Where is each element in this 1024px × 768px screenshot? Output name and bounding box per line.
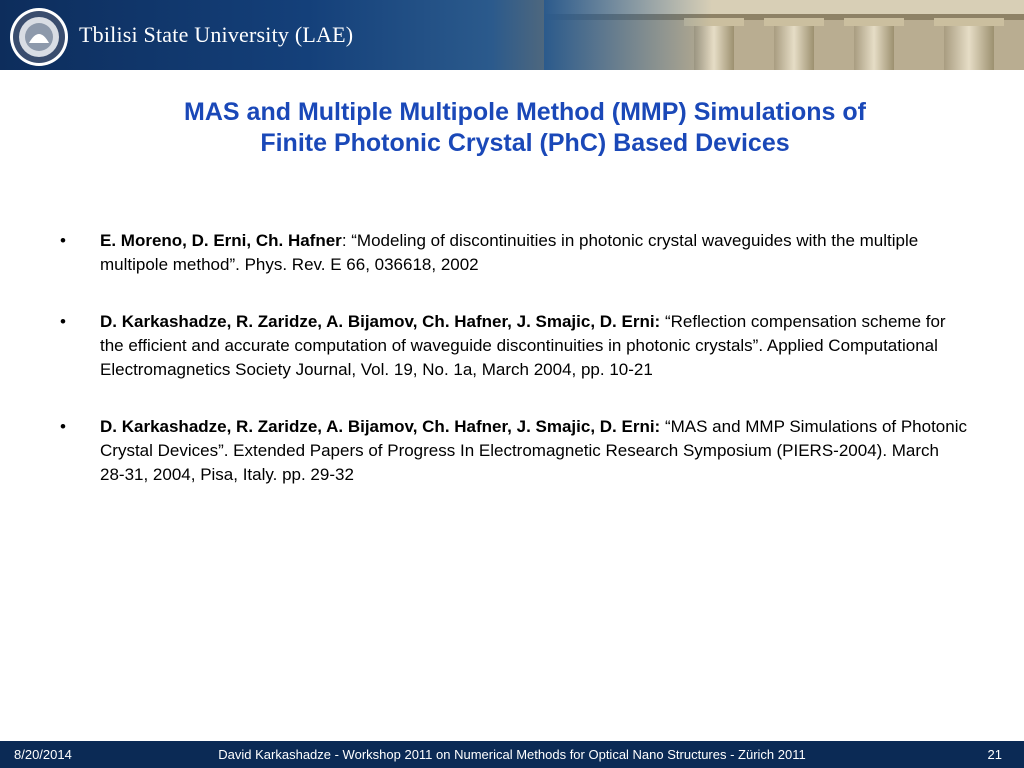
footer-date: 8/20/2014 bbox=[14, 747, 72, 762]
slide-footer bbox=[0, 741, 1024, 768]
reference-authors: E. Moreno, D. Erni, Ch. Hafner bbox=[100, 231, 342, 250]
slide-header-banner bbox=[0, 0, 1024, 70]
building-columns-image bbox=[544, 0, 1024, 70]
reference-text: “Reflection compensation scheme for the efficient and accurate computation of waveguide discontinuities in photonic crystals”. Applied Computational Electromagnetics Society Journal, Vol. 19, No. 1a, March 2004, pp. 10-21 bbox=[100, 312, 946, 379]
bullet-icon: • bbox=[60, 231, 66, 250]
reference-authors: D. Karkashadze, R. Zaridze, A. Bijamov, Ch. Hafner, J. Smajic, D. Erni: bbox=[100, 417, 661, 436]
page-number: 21 bbox=[987, 747, 1002, 762]
reference-item bbox=[0, 415, 1024, 487]
reference-text: : “Modeling of discontinuities in photonic crystal waveguides with the multiple multipole method”. Phys. Rev. E 66, 036618, 2002 bbox=[100, 231, 919, 274]
reference-list bbox=[0, 229, 1024, 520]
slide-title bbox=[60, 97, 990, 159]
reference-text: “MAS and MMP Simulations of Photonic Crystal Devices”. Extended Papers of Progress In Electromagnetic Research Symposium (PIERS-2004). March 28-31, 2004, Pisa, Italy. pp. 29-32 bbox=[100, 417, 967, 484]
bullet-icon: • bbox=[60, 417, 66, 436]
institution-name: Tbilisi State University (LAE) bbox=[79, 22, 354, 47]
reference-item bbox=[0, 310, 1024, 382]
bullet-icon: • bbox=[60, 312, 66, 331]
slide-title-line-2: Finite Photonic Crystal (PhC) Based Devices bbox=[260, 129, 790, 157]
footer-event-text: David Karkashadze - Workshop 2011 on Numerical Methods for Optical Nano Structures - Zürich 2011 bbox=[218, 747, 806, 762]
university-seal-icon bbox=[9, 7, 69, 67]
reference-item bbox=[0, 229, 1024, 277]
slide-title-line-1: MAS and Multiple Multipole Method (MMP) Simulations of bbox=[184, 98, 866, 126]
reference-authors: D. Karkashadze, R. Zaridze, A. Bijamov, Ch. Hafner, J. Smajic, D. Erni: bbox=[100, 312, 661, 331]
